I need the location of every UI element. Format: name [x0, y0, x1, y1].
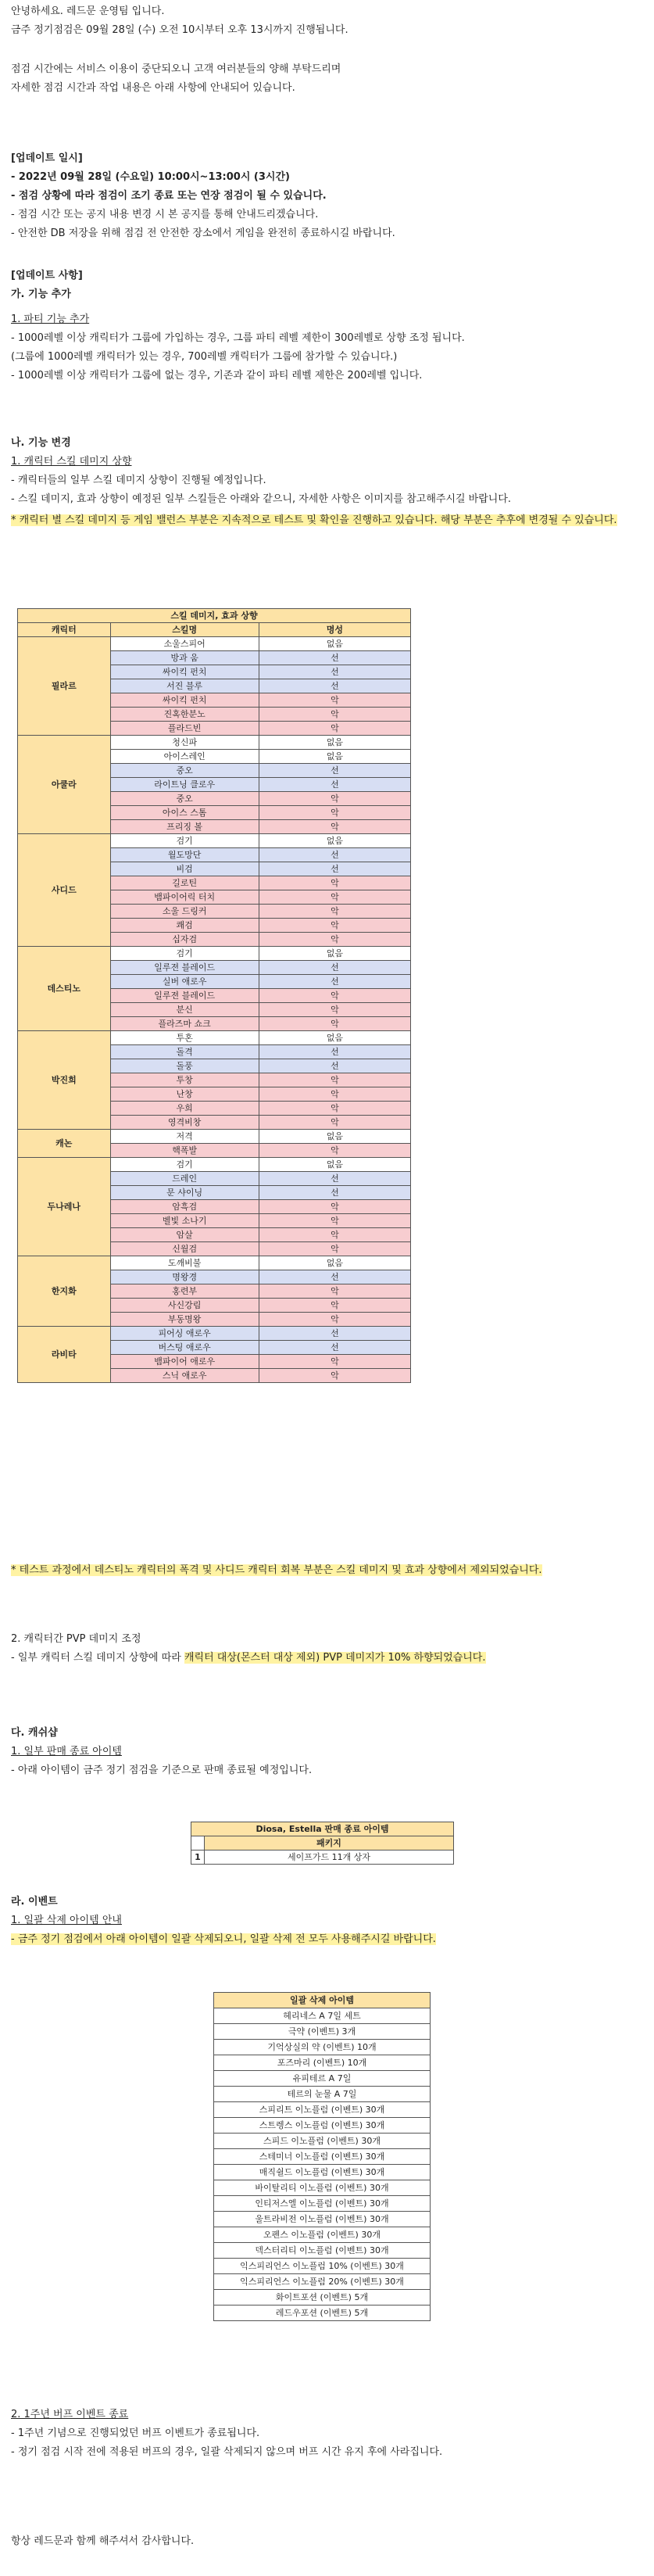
delete-item-cell: 익스피리언스 이노플럼 20% (이벤트) 30개	[214, 2274, 431, 2290]
skill-row	[18, 1130, 411, 1144]
reputation-cell: 악	[259, 1313, 410, 1327]
shop-header-row	[191, 1836, 454, 1850]
delete-item-cell: 스피리트 이노플럼 (이벤트) 30개	[214, 2102, 431, 2118]
skill-row	[18, 1327, 411, 1341]
skill-name-cell: 저격	[110, 1130, 259, 1144]
cashshop-heading: 다. 캐쉬샵	[11, 1727, 58, 1739]
skill-buff-title: 1. 캐릭터 스킬 데미지 상향	[11, 456, 132, 468]
reputation-cell: 악	[259, 989, 410, 1003]
character-cell: 사디드	[18, 834, 111, 947]
delete-item-row	[214, 2008, 431, 2024]
skill-name-cell: 아이스레인	[110, 750, 259, 764]
skill-table-body	[18, 609, 411, 1383]
skill-name-cell: 검기	[110, 947, 259, 961]
section-na-heading: 나. 기능 변경	[11, 437, 71, 449]
reputation-cell: 악	[259, 919, 410, 933]
reputation-cell: 선	[259, 975, 410, 989]
skill-name-cell: 길로틴	[110, 876, 259, 890]
shop-row-index: 1	[191, 1850, 205, 1865]
skill-name-cell: 검기	[110, 1158, 259, 1172]
skill-name-cell: 일루젼 블레이드	[110, 961, 259, 975]
skill-name-cell: 핵폭발	[110, 1144, 259, 1158]
delete-item-row	[214, 2180, 431, 2196]
reputation-cell: 선	[259, 651, 410, 665]
reputation-cell: 악	[259, 1200, 410, 1214]
skill-buff-table	[17, 608, 411, 1383]
skill-buff-line-1: - 캐릭터들의 일부 스킬 데미지 상향이 진행될 예정입니다.	[11, 475, 266, 486]
reputation-cell: 없음	[259, 947, 410, 961]
party-line-2: (그룹에 1000레벨 캐릭터가 있는 경우, 700레벨 캐릭터가 그룹에 참가할 수 있습니다.)	[11, 351, 398, 363]
reputation-cell: 선	[259, 778, 410, 792]
skill-name-cell: 분신	[110, 1003, 259, 1017]
reputation-cell: 악	[259, 722, 410, 736]
party-line-3: - 1000레벨 이상 캐릭터가 그룹에 없는 경우, 기존과 같이 파티 레벨 제한은 200레벨 입니다.	[11, 370, 423, 382]
skill-name-cell: 암흑검	[110, 1200, 259, 1214]
skill-name-cell: 투창	[110, 1073, 259, 1087]
delete-item-cell: 기억상실의 약 (이벤트) 10개	[214, 2040, 431, 2055]
skill-name-cell: 돌격	[110, 1045, 259, 1059]
reputation-cell: 악	[259, 1116, 410, 1130]
skill-name-cell: 명왕경	[110, 1270, 259, 1284]
cashshop-line: - 아래 아이템이 금주 정기 점검을 기준으로 판매 종료될 예정입니다.	[11, 1765, 313, 1776]
skill-name-cell: 일루젼 블레이드	[110, 989, 259, 1003]
skill-name-cell: 뱀파이어릭 터치	[110, 890, 259, 905]
delete-item-cell: 매직쉴드 이노플럼 (이벤트) 30개	[214, 2165, 431, 2180]
delete-item-row	[214, 2040, 431, 2055]
skill-name-cell: 부동명왕	[110, 1313, 259, 1327]
reputation-cell: 악	[259, 693, 410, 708]
header-character: 캐릭터	[18, 623, 111, 637]
skill-name-cell: 버스팅 애로우	[110, 1341, 259, 1355]
delete-item-row	[214, 2243, 431, 2259]
skill-buff-note	[11, 511, 636, 530]
reputation-cell: 악	[259, 933, 410, 947]
reputation-cell: 선	[259, 848, 410, 862]
delete-item-cell: 스피드 이노플럼 (이벤트) 30개	[214, 2134, 431, 2149]
event-sub: 1. 일괄 삭제 아이템 안내	[11, 1915, 122, 1926]
closing-line: 항상 레드문과 함께 해주셔서 감사합니다.	[11, 2535, 195, 2547]
skill-row	[18, 1031, 411, 1045]
skill-row	[18, 637, 411, 651]
skill-row	[18, 834, 411, 848]
skill-name-cell: 홍련부	[110, 1284, 259, 1299]
skill-name-cell: 도깨비불	[110, 1256, 259, 1270]
buff-event-line-1: - 1주년 기념으로 진행되었던 버프 이벤트가 종료됩니다.	[11, 2427, 260, 2439]
delete-item-row	[214, 2196, 431, 2212]
reputation-cell: 악	[259, 806, 410, 820]
exclusion-note	[11, 1560, 636, 1581]
shop-title-row	[191, 1822, 454, 1836]
details-notice-line: 자세한 점검 시간과 작업 내용은 아래 사항에 안내되어 있습니다.	[11, 82, 295, 94]
reputation-cell: 악	[259, 1355, 410, 1369]
character-cell: 데스티노	[18, 947, 111, 1031]
shop-header-package: 패키지	[205, 1836, 454, 1850]
character-cell: 두나레나	[18, 1158, 111, 1256]
skill-name-cell: 벨빛 소나기	[110, 1214, 259, 1228]
reputation-cell: 악	[259, 905, 410, 919]
shop-table-title: Diosa, Estella 판매 종료 아이템	[191, 1822, 454, 1836]
reputation-cell: 없음	[259, 637, 410, 651]
character-cell: 필라르	[18, 637, 111, 736]
delete-item-cell: 테르의 눈물 A 7일	[214, 2087, 431, 2102]
skill-name-cell: 방과 움	[110, 651, 259, 665]
delete-item-row	[214, 2118, 431, 2134]
skill-name-cell: 투혼	[110, 1031, 259, 1045]
event-line	[11, 1933, 436, 1947]
pvp-line	[11, 1651, 486, 1665]
character-cell: 라비타	[18, 1327, 111, 1383]
skill-name-cell: 우희	[110, 1102, 259, 1116]
reputation-cell: 선	[259, 764, 410, 778]
skill-name-cell: 드레인	[110, 1172, 259, 1186]
character-cell: 박진희	[18, 1031, 111, 1130]
skill-name-cell: 실버 애로우	[110, 975, 259, 989]
skill-name-cell: 중오	[110, 792, 259, 806]
reputation-cell: 없음	[259, 1130, 410, 1144]
skill-name-cell: 청신파	[110, 736, 259, 750]
delete-item-cell: 스테미너 이노플럼 (이벤트) 30개	[214, 2149, 431, 2165]
delete-item-row	[214, 2259, 431, 2274]
delete-item-row	[214, 2212, 431, 2227]
delete-table-title: 일괄 삭제 아이템	[214, 1993, 431, 2008]
delete-item-cell: 스트렝스 이노플럼 (이벤트) 30개	[214, 2118, 431, 2134]
reputation-cell: 악	[259, 708, 410, 722]
character-cell: 아쿨라	[18, 736, 111, 834]
delete-items-body	[214, 1993, 431, 2321]
skill-row	[18, 947, 411, 961]
delete-item-cell: 오펜스 이노플럼 (이벤트) 30개	[214, 2227, 431, 2243]
delete-item-row	[214, 2055, 431, 2071]
reputation-cell: 선	[259, 862, 410, 876]
schedule-change-note: - 점검 시간 또는 공지 내용 변경 시 본 공지를 통해 안내드리겠습니다.	[11, 209, 319, 220]
schedule-extension-note: - 점검 상황에 따라 점검이 조기 종료 또는 연장 점검이 될 수 있습니다.	[11, 190, 327, 202]
skill-name-cell: 비검	[110, 862, 259, 876]
delete-item-cell: 포즈마리 (이벤트) 10개	[214, 2055, 431, 2071]
delete-item-cell: 덱스터리티 이노플럼 (이벤트) 30개	[214, 2243, 431, 2259]
shop-row-item: 세이프가드 11개 상자	[205, 1850, 454, 1865]
reputation-cell: 악	[259, 1299, 410, 1313]
delete-item-row	[214, 2134, 431, 2149]
reputation-cell: 선	[259, 665, 410, 679]
delete-item-row	[214, 2071, 431, 2087]
delete-item-row	[214, 2306, 431, 2321]
skill-name-cell: 진혹한분노	[110, 708, 259, 722]
schedule-time: - 2022년 09월 28일 (수요일) 10:00시~13:00시 (3시간)	[11, 171, 290, 183]
skill-name-cell: 돌풍	[110, 1059, 259, 1073]
skill-name-cell: 플라드빈	[110, 722, 259, 736]
reputation-cell: 없음	[259, 1256, 410, 1270]
cashshop-table	[191, 1822, 454, 1865]
delete-title-row	[214, 1993, 431, 2008]
reputation-cell: 없음	[259, 750, 410, 764]
section-ga-heading: 가. 기능 추가	[11, 288, 71, 300]
reputation-cell: 악	[259, 1087, 410, 1102]
service-notice-line: 점검 시간에는 서비스 이용이 중단되오니 고객 여러분들의 양해 부탁드리며	[11, 63, 341, 75]
skill-name-cell: 프리징 볼	[110, 820, 259, 834]
reputation-cell: 악	[259, 1102, 410, 1116]
event-heading: 라. 이벤트	[11, 1896, 58, 1908]
reputation-cell: 악	[259, 1284, 410, 1299]
reputation-cell: 악	[259, 1003, 410, 1017]
delete-item-cell: 유피테르 A 7일	[214, 2071, 431, 2087]
reputation-cell: 선	[259, 1327, 410, 1341]
skill-name-cell: 월도망단	[110, 848, 259, 862]
skill-name-cell: 라이트닝 클로우	[110, 778, 259, 792]
skill-row	[18, 736, 411, 750]
skill-table-header-row	[18, 623, 411, 637]
exclusion-note-text: * 테스트 과정에서 데스티노 캐릭터의 폭격 및 사디드 캐릭터 회복 부분은 스킬 데미지 및 효과 상향에서 제외되었습니다.	[11, 1564, 542, 1576]
delete-item-row	[214, 2024, 431, 2040]
delete-item-row	[214, 2274, 431, 2290]
maintenance-date-line: 금주 정기점검은 09월 28일 (수) 오전 10시부터 오후 13시까지 진행됩니다.	[11, 24, 348, 36]
delete-item-cell: 인티저스엘 이노플럼 (이벤트) 30개	[214, 2196, 431, 2212]
delete-item-row	[214, 2227, 431, 2243]
skill-row	[18, 1158, 411, 1172]
reputation-cell: 악	[259, 792, 410, 806]
skill-name-cell: 십자검	[110, 933, 259, 947]
header-reputation: 명성	[259, 623, 410, 637]
reputation-cell: 선	[259, 1045, 410, 1059]
reputation-cell: 악	[259, 1369, 410, 1383]
skill-name-cell: 쾌검	[110, 919, 259, 933]
schedule-db-note: - 안전한 DB 저장을 위해 점검 전 안전한 장소에서 게임을 완전히 종료하시길 바랍니다.	[11, 228, 395, 239]
pvp-title: 2. 캐릭터간 PVP 데미지 조정	[11, 1633, 141, 1645]
skill-name-cell: 문 샤이닝	[110, 1186, 259, 1200]
skill-name-cell: 아이스 스톰	[110, 806, 259, 820]
event-line-text: - 금주 정기 점검에서 아래 아이템이 일괄 삭제되오니, 일괄 삭제 전 모두 사용해주시길 바랍니다.	[11, 1933, 436, 1945]
reputation-cell: 선	[259, 1059, 410, 1073]
party-feature-title: 1. 파티 기능 추가	[11, 313, 90, 325]
skill-name-cell: 신월검	[110, 1242, 259, 1256]
shop-header-blank	[191, 1836, 205, 1850]
delete-item-row	[214, 2165, 431, 2180]
reputation-cell: 없음	[259, 736, 410, 750]
reputation-cell: 선	[259, 1186, 410, 1200]
party-line-1: - 1000레벨 이상 캐릭터가 그룹에 가입하는 경우, 그룹 파티 레벨 제한이 300레벨로 상향 조정 됩니다.	[11, 332, 465, 344]
reputation-cell: 선	[259, 1341, 410, 1355]
delete-item-row	[214, 2087, 431, 2102]
delete-item-cell: 울트라비전 이노플럼 (이벤트) 30개	[214, 2212, 431, 2227]
skill-buff-note-text: * 캐릭터 별 스킬 데미지 등 게임 밸런스 부분은 지속적으로 테스트 및 확인을 진행하고 있습니다. 해당 부분은 추후에 변경될 수 있습니다.	[11, 514, 617, 526]
header-skill: 스킬명	[110, 623, 259, 637]
reputation-cell: 선	[259, 679, 410, 693]
skill-name-cell: 소울스피어	[110, 637, 259, 651]
character-cell: 캐논	[18, 1130, 111, 1158]
skill-row	[18, 1256, 411, 1270]
skill-name-cell: 뱀파이어 애로우	[110, 1355, 259, 1369]
character-cell: 한지화	[18, 1256, 111, 1327]
skill-name-cell: 중오	[110, 764, 259, 778]
cashshop-sub: 1. 일부 판매 종료 아이템	[11, 1746, 122, 1757]
reputation-cell: 악	[259, 1228, 410, 1242]
delete-item-cell: 레드우포션 (이벤트) 5개	[214, 2306, 431, 2321]
reputation-cell: 악	[259, 1242, 410, 1256]
reputation-cell: 악	[259, 876, 410, 890]
reputation-cell: 선	[259, 1270, 410, 1284]
reputation-cell: 선	[259, 961, 410, 975]
skill-name-cell: 스닉 애로우	[110, 1369, 259, 1383]
delete-item-row	[214, 2102, 431, 2118]
reputation-cell: 악	[259, 1073, 410, 1087]
buff-event-line-2: - 정기 점검 시작 전에 적용된 버프의 경우, 일괄 삭제되지 않으며 버프 시간 유지 후에 사라집니다.	[11, 2446, 443, 2458]
pvp-prefix: - 일부 캐릭터 스킬 데미지 상향에 따라	[11, 1652, 184, 1664]
buff-event-title: 2. 1주년 버프 이벤트 종료	[11, 2409, 129, 2420]
skill-name-cell: 암살	[110, 1228, 259, 1242]
reputation-cell: 없음	[259, 1031, 410, 1045]
skill-name-cell: 소울 드링커	[110, 905, 259, 919]
skill-name-cell: 싸이킥 펀치	[110, 693, 259, 708]
skill-table-title: 스킬 데미지, 효과 상향	[18, 609, 411, 623]
skill-name-cell: 검기	[110, 834, 259, 848]
shop-row	[191, 1850, 454, 1865]
reputation-cell: 선	[259, 1172, 410, 1186]
delete-item-cell: 헤리네스 A 7일 세트	[214, 2008, 431, 2024]
skill-buff-line-2: - 스킬 데미지, 효과 상향이 예정된 일부 스킬들은 아래와 같으니, 자세한 사항은 이미지를 참고해주시길 바랍니다.	[11, 493, 512, 505]
skill-name-cell: 플라즈마 쇼크	[110, 1017, 259, 1031]
skill-name-cell: 싸이킥 펀치	[110, 665, 259, 679]
delete-item-cell: 바이탈리티 이노플럼 (이벤트) 30개	[214, 2180, 431, 2196]
delete-items-table	[213, 1992, 431, 2321]
delete-item-cell: 화이트포션 (이벤트) 5개	[214, 2290, 431, 2306]
updates-heading: [업데이트 사항]	[11, 270, 83, 281]
schedule-heading: [업데이트 일시]	[11, 152, 83, 164]
reputation-cell: 악	[259, 1017, 410, 1031]
reputation-cell: 없음	[259, 834, 410, 848]
delete-item-cell: 익스피리언스 이노플럼 10% (이벤트) 30개	[214, 2259, 431, 2274]
reputation-cell: 없음	[259, 1158, 410, 1172]
reputation-cell: 악	[259, 1144, 410, 1158]
reputation-cell: 악	[259, 820, 410, 834]
skill-table-title-row	[18, 609, 411, 623]
skill-name-cell: 난창	[110, 1087, 259, 1102]
pvp-highlight: 캐릭터 대상(몬스터 대상 제외) PVP 데미지가 10% 하향되었습니다.	[184, 1652, 486, 1664]
delete-item-row	[214, 2290, 431, 2306]
skill-name-cell: 영격비창	[110, 1116, 259, 1130]
reputation-cell: 악	[259, 890, 410, 905]
skill-name-cell: 피어싱 애로우	[110, 1327, 259, 1341]
reputation-cell: 악	[259, 1214, 410, 1228]
delete-item-cell: 극약 (이벤트) 3개	[214, 2024, 431, 2040]
delete-item-row	[214, 2149, 431, 2165]
skill-name-cell: 서진 블루	[110, 679, 259, 693]
skill-name-cell: 사신강림	[110, 1299, 259, 1313]
greeting-line: 안녕하세요. 레드문 운영팀 입니다.	[11, 5, 165, 17]
